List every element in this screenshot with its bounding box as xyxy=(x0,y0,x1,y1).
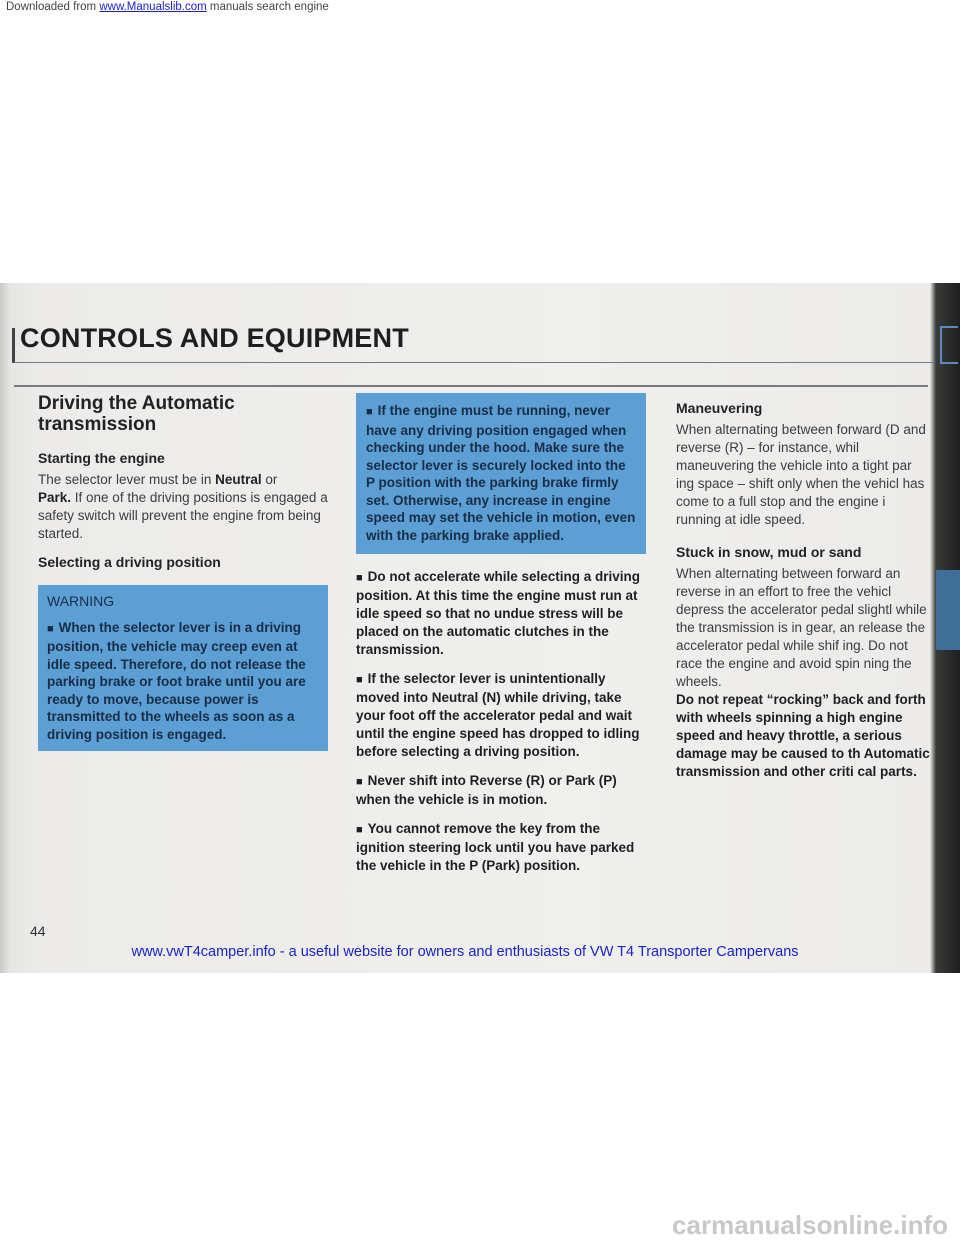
caution-text: ■ If the engine must be running, never have any driving position engaged when checking under the hood. Make sure the selector lever is securely locked into the P position with the parking brake firmly set. Otherwise, any increase in engine speed may set the vehicle in motion, even with the parking brake applied. xyxy=(366,402,636,544)
caution-box xyxy=(356,393,646,554)
warning-box xyxy=(38,585,328,751)
section-title: Driving the Automatic transmission xyxy=(38,393,235,435)
warning-text: ■ When the selector lever is in a driving position, the vehicle may creep even at idle speed. Therefore, do not release the parking brake or foot brake until you are ready to move, because power is transmitted to the wheels as soon as a driving position is engaged. xyxy=(47,619,319,744)
warning-label: WARNING xyxy=(47,593,115,609)
bullet-reverse: ■ Never shift into Reverse (R) or Park (P) when the vehicle is in motion. xyxy=(356,772,646,809)
manual-page xyxy=(0,283,960,973)
next-page-header-edge xyxy=(940,326,958,364)
stuck-text: When alternating between forward an reverse in an effort to free the vehicl depress the accelerator pedal slightl while the transmission is in gear, an release the accelerator pedal while shif ing. Do not race the engine and avoid spin ning the wheels. xyxy=(676,566,927,689)
watermark: carmanualsonline.info xyxy=(672,1210,948,1240)
page-number: 44 xyxy=(30,923,46,939)
column-2 xyxy=(356,393,646,886)
maneuvering-heading: Maneuvering xyxy=(676,400,763,416)
starting-text: The selector lever must be in Neutral or Park. If one of the driving positions is engaged a safety switch will prevent the engine from being started. xyxy=(38,472,328,541)
footer-url[interactable]: www.vwT4camper.info - a useful website for owners and enthusiasts of VW T4 Transporter Campervans xyxy=(131,944,799,960)
download-notice: Downloaded from www.Manualslib.com manuals search engine xyxy=(6,1,329,13)
stuck-bold-text: Do not repeat “rocking” back and forth with wheels spinning a high engine speed and heavy throttle, a serious damage may be caused to th Automatic transmission and other criti cal parts. xyxy=(676,692,930,779)
selecting-heading: Selecting a driving position xyxy=(38,554,221,570)
column-3 xyxy=(676,399,930,792)
starting-heading: Starting the engine xyxy=(38,450,165,466)
bullet-accelerate: ■ Do not accelerate while selecting a driving position. At this time the engine must run at idle speed so that no undue stress will be placed on the automatic clutches in the transmission. xyxy=(356,568,646,659)
bullet-neutral: ■ If the selector lever is unintentionally moved into Neutral (N) while driving, take your foot off the accelerator pedal and wait until the engine speed has dropped to idling before selecting a driving position. xyxy=(356,670,646,761)
column-1 xyxy=(38,393,328,751)
header-rule xyxy=(14,385,928,387)
maneuvering-text: When alternating between forward (D and reverse (R) – for instance, whil maneuvering the vehicle into a tight par ing space – shift only when the vehicl has come to a full stop and the engine i running at idle speed. xyxy=(676,422,926,527)
page-header-title: CONTROLS AND EQUIPMENT xyxy=(20,323,409,353)
next-page-blue-box-edge xyxy=(936,570,960,650)
bullet-key: ■ You cannot remove the key from the ignition steering lock until you have parked the vehicle in the P (Park) position. xyxy=(356,820,646,875)
manualslib-link[interactable]: www.Manualslib.com xyxy=(99,1,207,13)
stuck-heading: Stuck in snow, mud or sand xyxy=(676,544,862,560)
